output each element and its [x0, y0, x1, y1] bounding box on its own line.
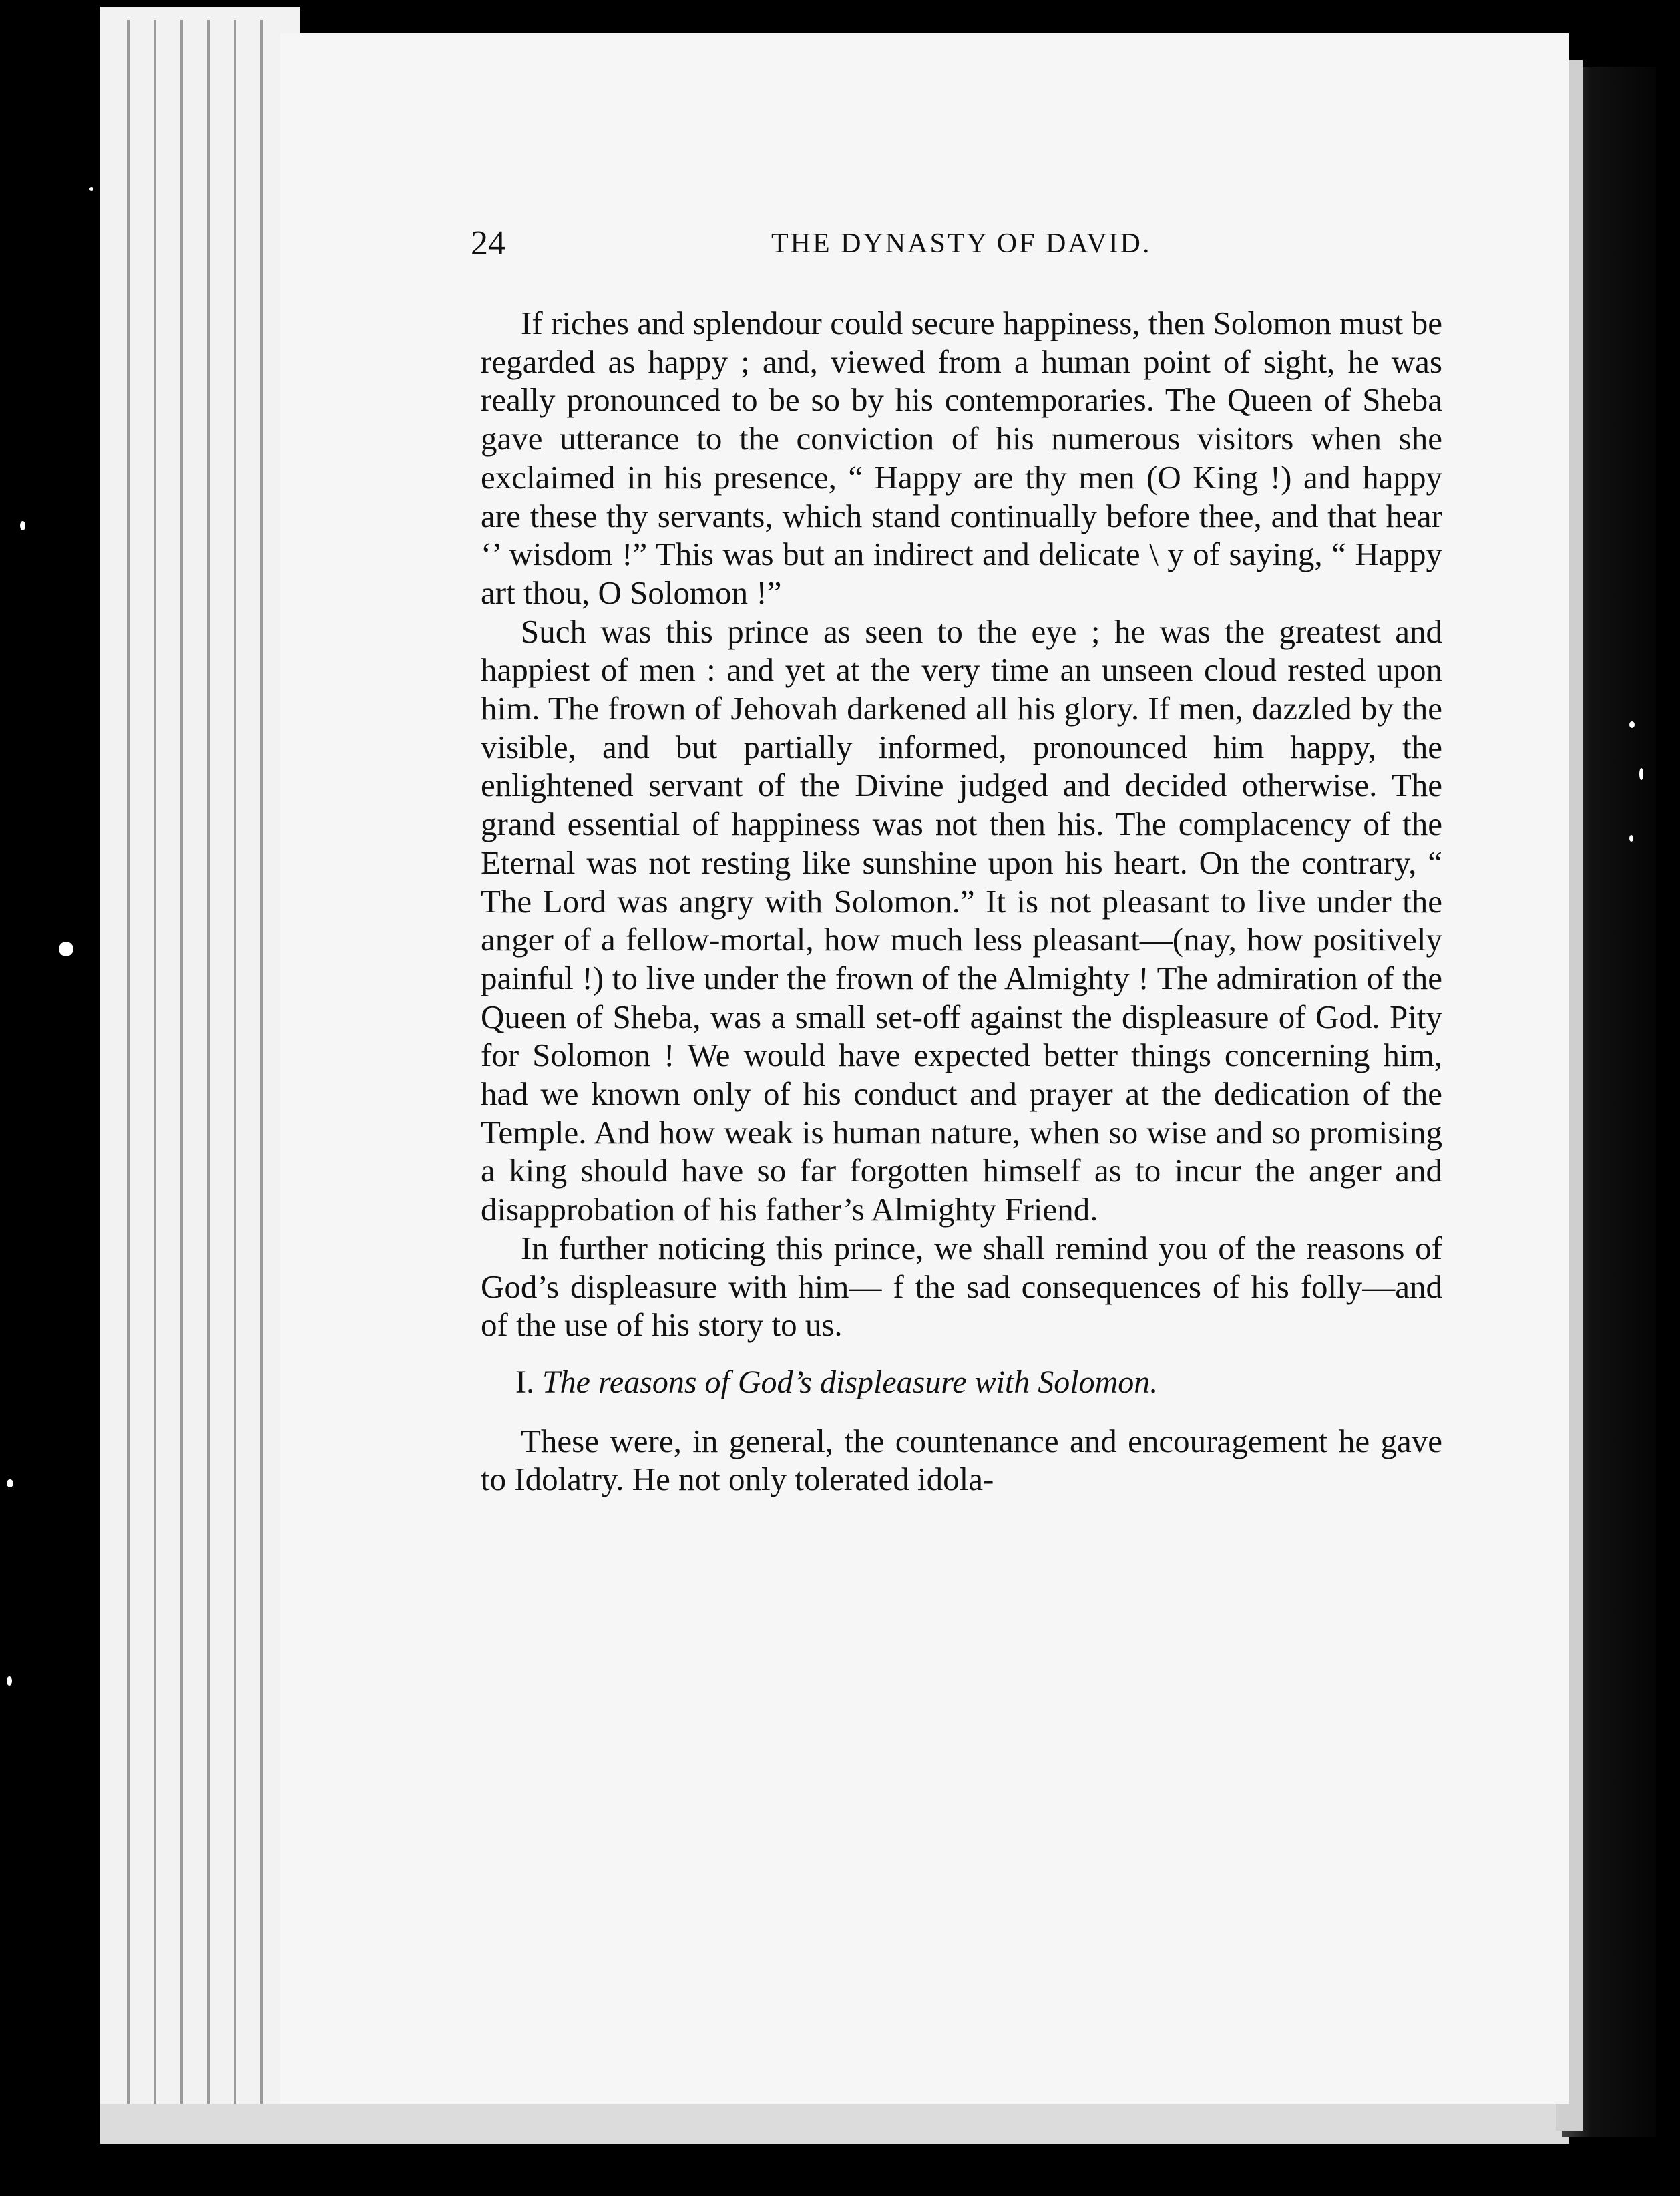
scan-speck: [20, 521, 25, 530]
stacked-page-edges: [100, 7, 300, 2131]
scan-speck: [7, 1479, 13, 1487]
section-title: The reasons of God’s displeasure with Solomon.: [542, 1364, 1159, 1400]
scan-speck: [59, 942, 73, 956]
section-heading: [481, 1363, 1442, 1402]
scan-speck: [1629, 721, 1635, 728]
scan-speck: [7, 1676, 12, 1686]
scan-speck: [1629, 835, 1633, 842]
running-head: THE DYNASTY OF DAVID.: [771, 228, 1152, 259]
section-number: I.: [515, 1364, 534, 1400]
paragraph: If riches and splendour could secure happiness, then Solomon must be regarded as happy ; and, viewed from a human point of sight, he was really pronounced to be so by his contemporaries. The Queen of Sheba gave utterance to the conviction of his numerous visitors when she exclaimed in his presence, “ Happy are thy men (O King !) and happy are these thy servants, which stand continually before thee, and that hear ‘’ wisdom !” This was but an indirect and delicate \ y of saying, “ Happy art thou, O Solomon !”: [481, 305, 1442, 611]
body-text: [481, 304, 1442, 1499]
scan-speck: [89, 187, 93, 191]
scan-speck: [1639, 768, 1643, 780]
paragraph: Such was this prince as seen to the eye ; he was the greatest and happiest of men : and yet at the very time an unseen cloud rested upon him. The frown of Jehovah darkened all his glory. If men, dazzled by the visible, and but partially informed, pronounced him happy, the enlightened servant of the Divine judged and decided otherwise. The grand essential of happiness was not then his. The complacency of the Eternal was not resting like sunshine upon his heart. On the contrary, “ The Lord was angry with Solomon.” It is not pleasant to live under the anger of a fellow-mortal, how much less pleasant—(nay, how positively painful !) to live under the frown of the Almighty ! The admiration of the Queen of Sheba, was a small set-off against the displeasure of God. Pity for Solomon ! We would have expected better things concerning him, had we known only of his conduct and prayer at the dedication of the Temple. And how weak is human nature, when so wise and so promising a king should have so far forgotten himself as to incur the anger and disapprobation of his father’s Almighty Friend.: [481, 612, 1442, 1228]
page-bottom-edge: [100, 2104, 1569, 2144]
paragraph: These were, in general, the countenance and encouragement he gave to Idolatry. He not only tolerated idola-: [481, 1422, 1442, 1498]
paragraph: In further noticing this prince, we shall remind you of the reasons of God’s displeasure with him— f the sad consequences of his folly—and of the use of his story to us.: [481, 1229, 1442, 1344]
page-number: 24: [471, 224, 505, 262]
